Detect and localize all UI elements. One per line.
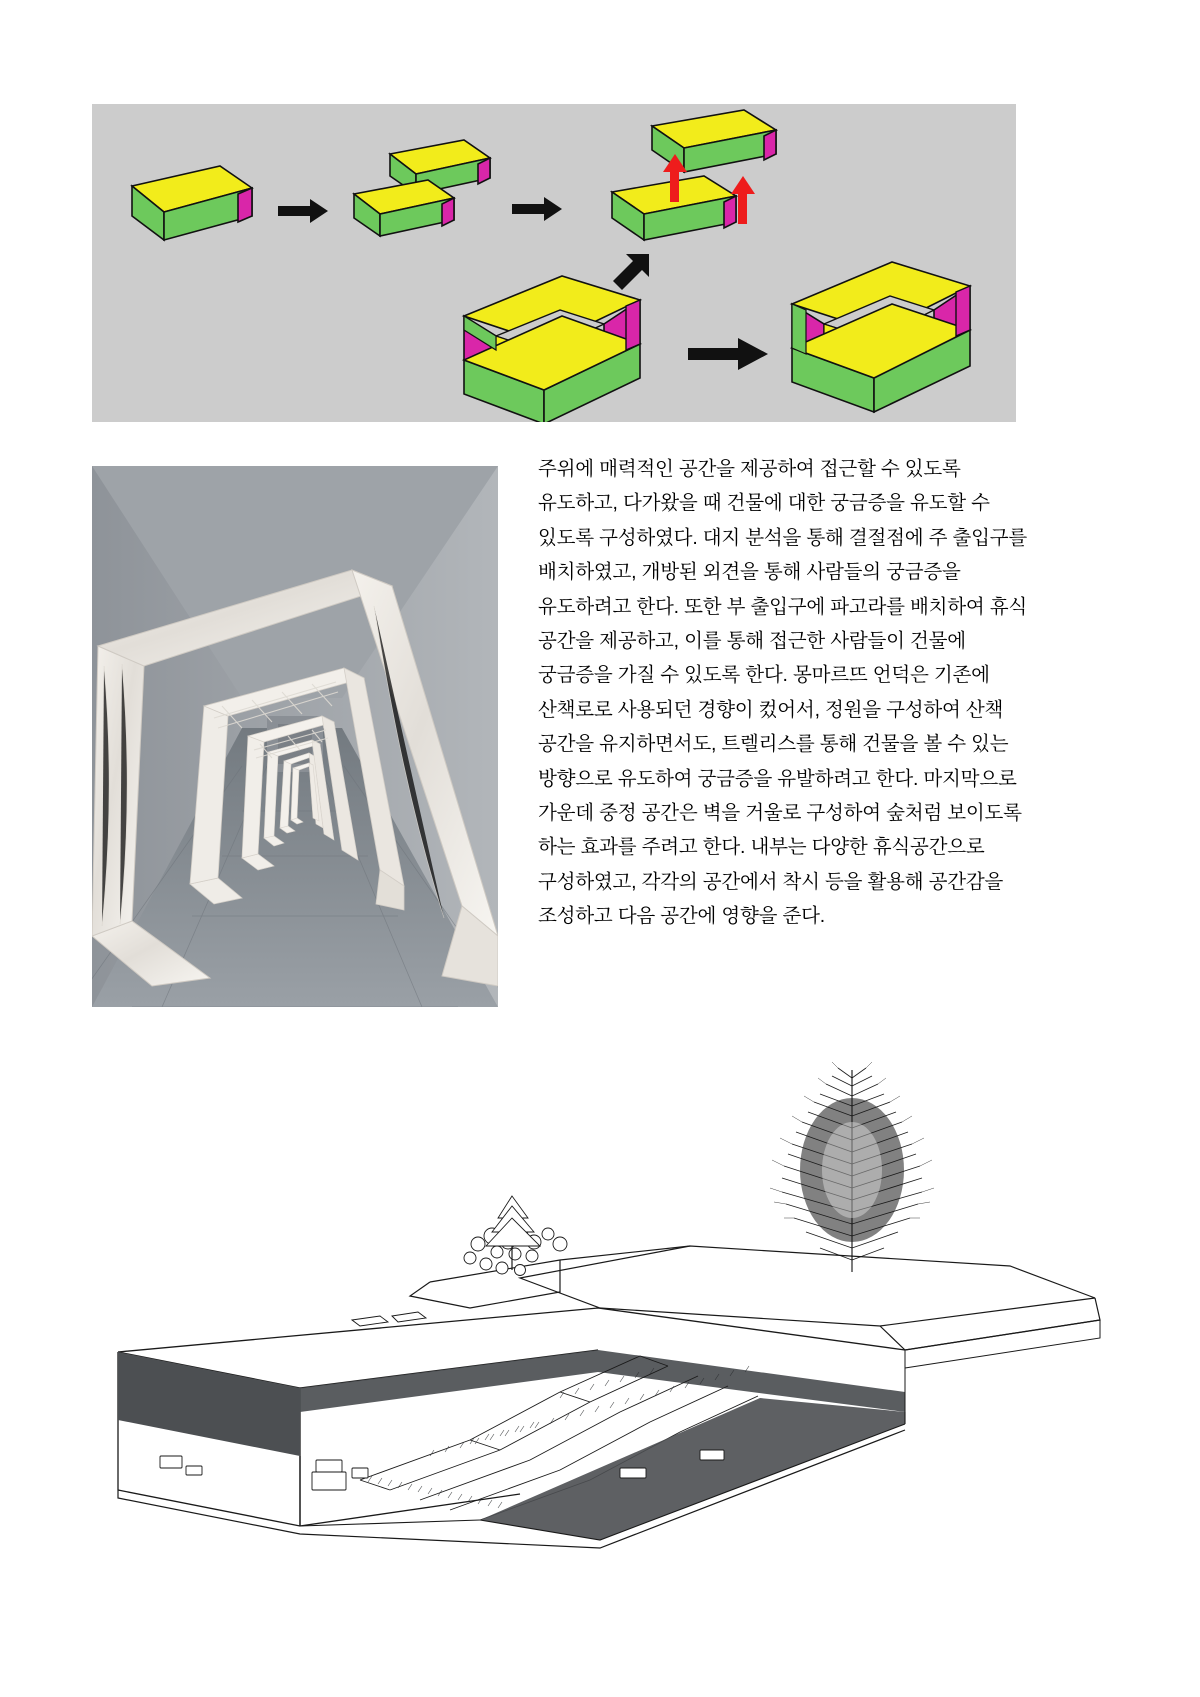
interior-corridor-render bbox=[92, 466, 498, 1007]
interior-render-illustration bbox=[92, 466, 498, 1007]
cut-poche bbox=[118, 1352, 300, 1456]
ramp-shadow bbox=[480, 1398, 905, 1540]
diagram-illustration bbox=[92, 104, 1016, 422]
tree-large bbox=[770, 1062, 934, 1272]
body-text-block bbox=[538, 452, 1038, 934]
section-perspective-drawing bbox=[0, 1020, 1200, 1580]
massing-transformation-diagram bbox=[92, 104, 1016, 422]
description-paragraph: 주위에 매력적인 공간을 제공하여 접근할 수 있도록 유도하고, 다가왔을 때 건물에 대한 궁금증을 유도할 수 있도록 구성하였다. 대지 분석을 통해 결절점에 주 출입구를 배치하였고, 개방된 외견을 통해 사람들의 궁금증을 유도하려고 한다. 또한 부 출입구에 파고라를 배치하여 휴식 공간을 제공하고, 이를 통해 접근한 사람들이 건물에 궁금증을 가질 수 있도록 한다. 몽마르뜨 언덕은 기존에 산책로로 사용되던 경향이 컸어서, 정원을 구성하여 산책 공간을 유지하면서도, 트렐리스를 통해 건물을 볼 수 있는 방향으로 유도하여 궁금증을 유발하려고 한다. 마지막으로 가운데 중정 공간은 벽을 거울로 구성하여 숲처럼 보이도록 하는 효과를 주려고 한다. 내부는 다양한 휴식공간으로 구성하였고, 각각의 공간에서 착시 등을 활용해 공간감을 조성하고 다음 공간에 영향을 준다. bbox=[538, 458, 1028, 928]
section-illustration bbox=[0, 1020, 1200, 1580]
